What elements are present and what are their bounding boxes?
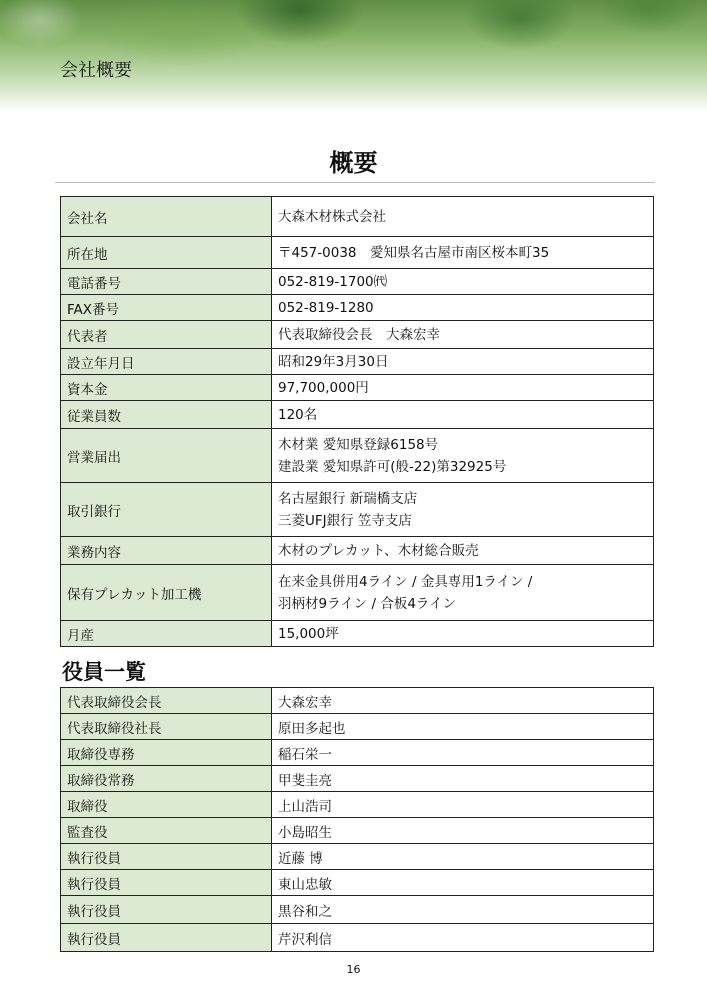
overview-label: 保有プレカット加工機: [61, 565, 272, 621]
officer-title: 代表取締役会長: [61, 688, 272, 714]
overview-value: [272, 401, 654, 429]
overview-value-line: 木材のプレカット、木材総合販売: [278, 542, 479, 559]
overview-label: 営業届出: [61, 429, 272, 483]
overview-value-line: 名古屋銀行 新瑞橋支店: [278, 490, 418, 507]
overview-value-line: 代表取締役会長 大森宏幸: [278, 326, 440, 343]
overview-row: [61, 483, 654, 537]
overview-value: [272, 375, 654, 401]
overview-row: [61, 429, 654, 483]
officer-title: 取締役専務: [61, 740, 272, 766]
officer-name: 甲斐圭亮: [272, 766, 654, 792]
officer-name: 近藤 博: [272, 844, 654, 870]
overview-row: [61, 621, 654, 647]
header-banner: [0, 0, 707, 112]
officer-name: 大森宏幸: [272, 688, 654, 714]
overview-value: [272, 483, 654, 537]
heading-divider: [55, 182, 655, 183]
overview-label: 所在地: [61, 237, 272, 269]
officer-name: 上山浩司: [272, 792, 654, 818]
page-number: 16: [346, 963, 361, 976]
officer-title: 取締役: [61, 792, 272, 818]
overview-heading: 概要: [329, 149, 378, 177]
overview-value-line: 大森木材株式会社: [278, 208, 386, 225]
overview-value: [272, 295, 654, 321]
overview-value-line: 羽柄材9ライン / 合板4ライン: [278, 595, 456, 612]
overview-value-line: 052-819-1700㈹: [278, 273, 388, 290]
officers-table: [60, 687, 654, 952]
officer-name: 原田多起也: [272, 714, 654, 740]
overview-label: 設立年月日: [61, 349, 272, 375]
officer-title: 代表取締役社長: [61, 714, 272, 740]
overview-row: [61, 375, 654, 401]
overview-row: [61, 269, 654, 295]
overview-label: 月産: [61, 621, 272, 647]
overview-label: 電話番号: [61, 269, 272, 295]
overview-value: [272, 429, 654, 483]
overview-value-line: 昭和29年3月30日: [278, 353, 389, 370]
overview-value-line: 在来金具併用4ライン / 金具専用1ライン /: [278, 573, 533, 590]
officer-row: [61, 870, 654, 896]
overview-label: 従業員数: [61, 401, 272, 429]
officer-title: 取締役常務: [61, 766, 272, 792]
overview-label: 代表者: [61, 321, 272, 349]
overview-value-line: 三菱UFJ銀行 笠寺支店: [278, 512, 412, 529]
overview-value: [272, 621, 654, 647]
officer-title: 執行役員: [61, 844, 272, 870]
overview-value-line: 木材業 愛知県登録6158号: [278, 436, 439, 453]
overview-label: 会社名: [61, 197, 272, 237]
overview-row: [61, 537, 654, 565]
officer-title: 執行役員: [61, 870, 272, 896]
officer-name: 芹沢利信: [272, 924, 654, 952]
overview-label: 取引銀行: [61, 483, 272, 537]
officer-row: [61, 844, 654, 870]
officer-row: [61, 766, 654, 792]
overview-row: [61, 565, 654, 621]
overview-value: [272, 537, 654, 565]
officer-name: 黒谷和之: [272, 896, 654, 924]
overview-row: [61, 349, 654, 375]
officer-row: [61, 688, 654, 714]
overview-value: [272, 197, 654, 237]
overview-value-line: 15,000坪: [278, 625, 339, 642]
officer-row: [61, 714, 654, 740]
overview-value: [272, 565, 654, 621]
overview-label: 資本金: [61, 375, 272, 401]
officer-title: 監査役: [61, 818, 272, 844]
overview-row: [61, 321, 654, 349]
overview-label: 業務内容: [61, 537, 272, 565]
officer-row: [61, 924, 654, 952]
overview-value: [272, 349, 654, 375]
overview-label: FAX番号: [61, 295, 272, 321]
officers-heading: 役員一覧: [62, 660, 146, 684]
overview-value-line: 052-819-1280: [278, 299, 374, 316]
officer-title: 執行役員: [61, 924, 272, 952]
overview-value-line: 97,700,000円: [278, 379, 369, 396]
overview-value: [272, 269, 654, 295]
overview-value: [272, 237, 654, 269]
page-category-title: 会社概要: [60, 60, 132, 81]
overview-table: [60, 196, 654, 647]
officer-row: [61, 792, 654, 818]
officer-row: [61, 740, 654, 766]
overview-row: [61, 197, 654, 237]
officer-row: [61, 818, 654, 844]
officer-title: 執行役員: [61, 896, 272, 924]
overview-value-line: 120名: [278, 406, 318, 423]
officer-name: 小島昭生: [272, 818, 654, 844]
overview-value-line: 建設業 愛知県許可(般-22)第32925号: [278, 458, 507, 475]
officer-name: 稲石栄一: [272, 740, 654, 766]
overview-row: [61, 295, 654, 321]
overview-value-line: 〒457-0038 愛知県名古屋市南区桜本町35: [278, 244, 550, 261]
overview-row: [61, 237, 654, 269]
overview-value: [272, 321, 654, 349]
officer-name: 東山忠敏: [272, 870, 654, 896]
overview-row: [61, 401, 654, 429]
officer-row: [61, 896, 654, 924]
